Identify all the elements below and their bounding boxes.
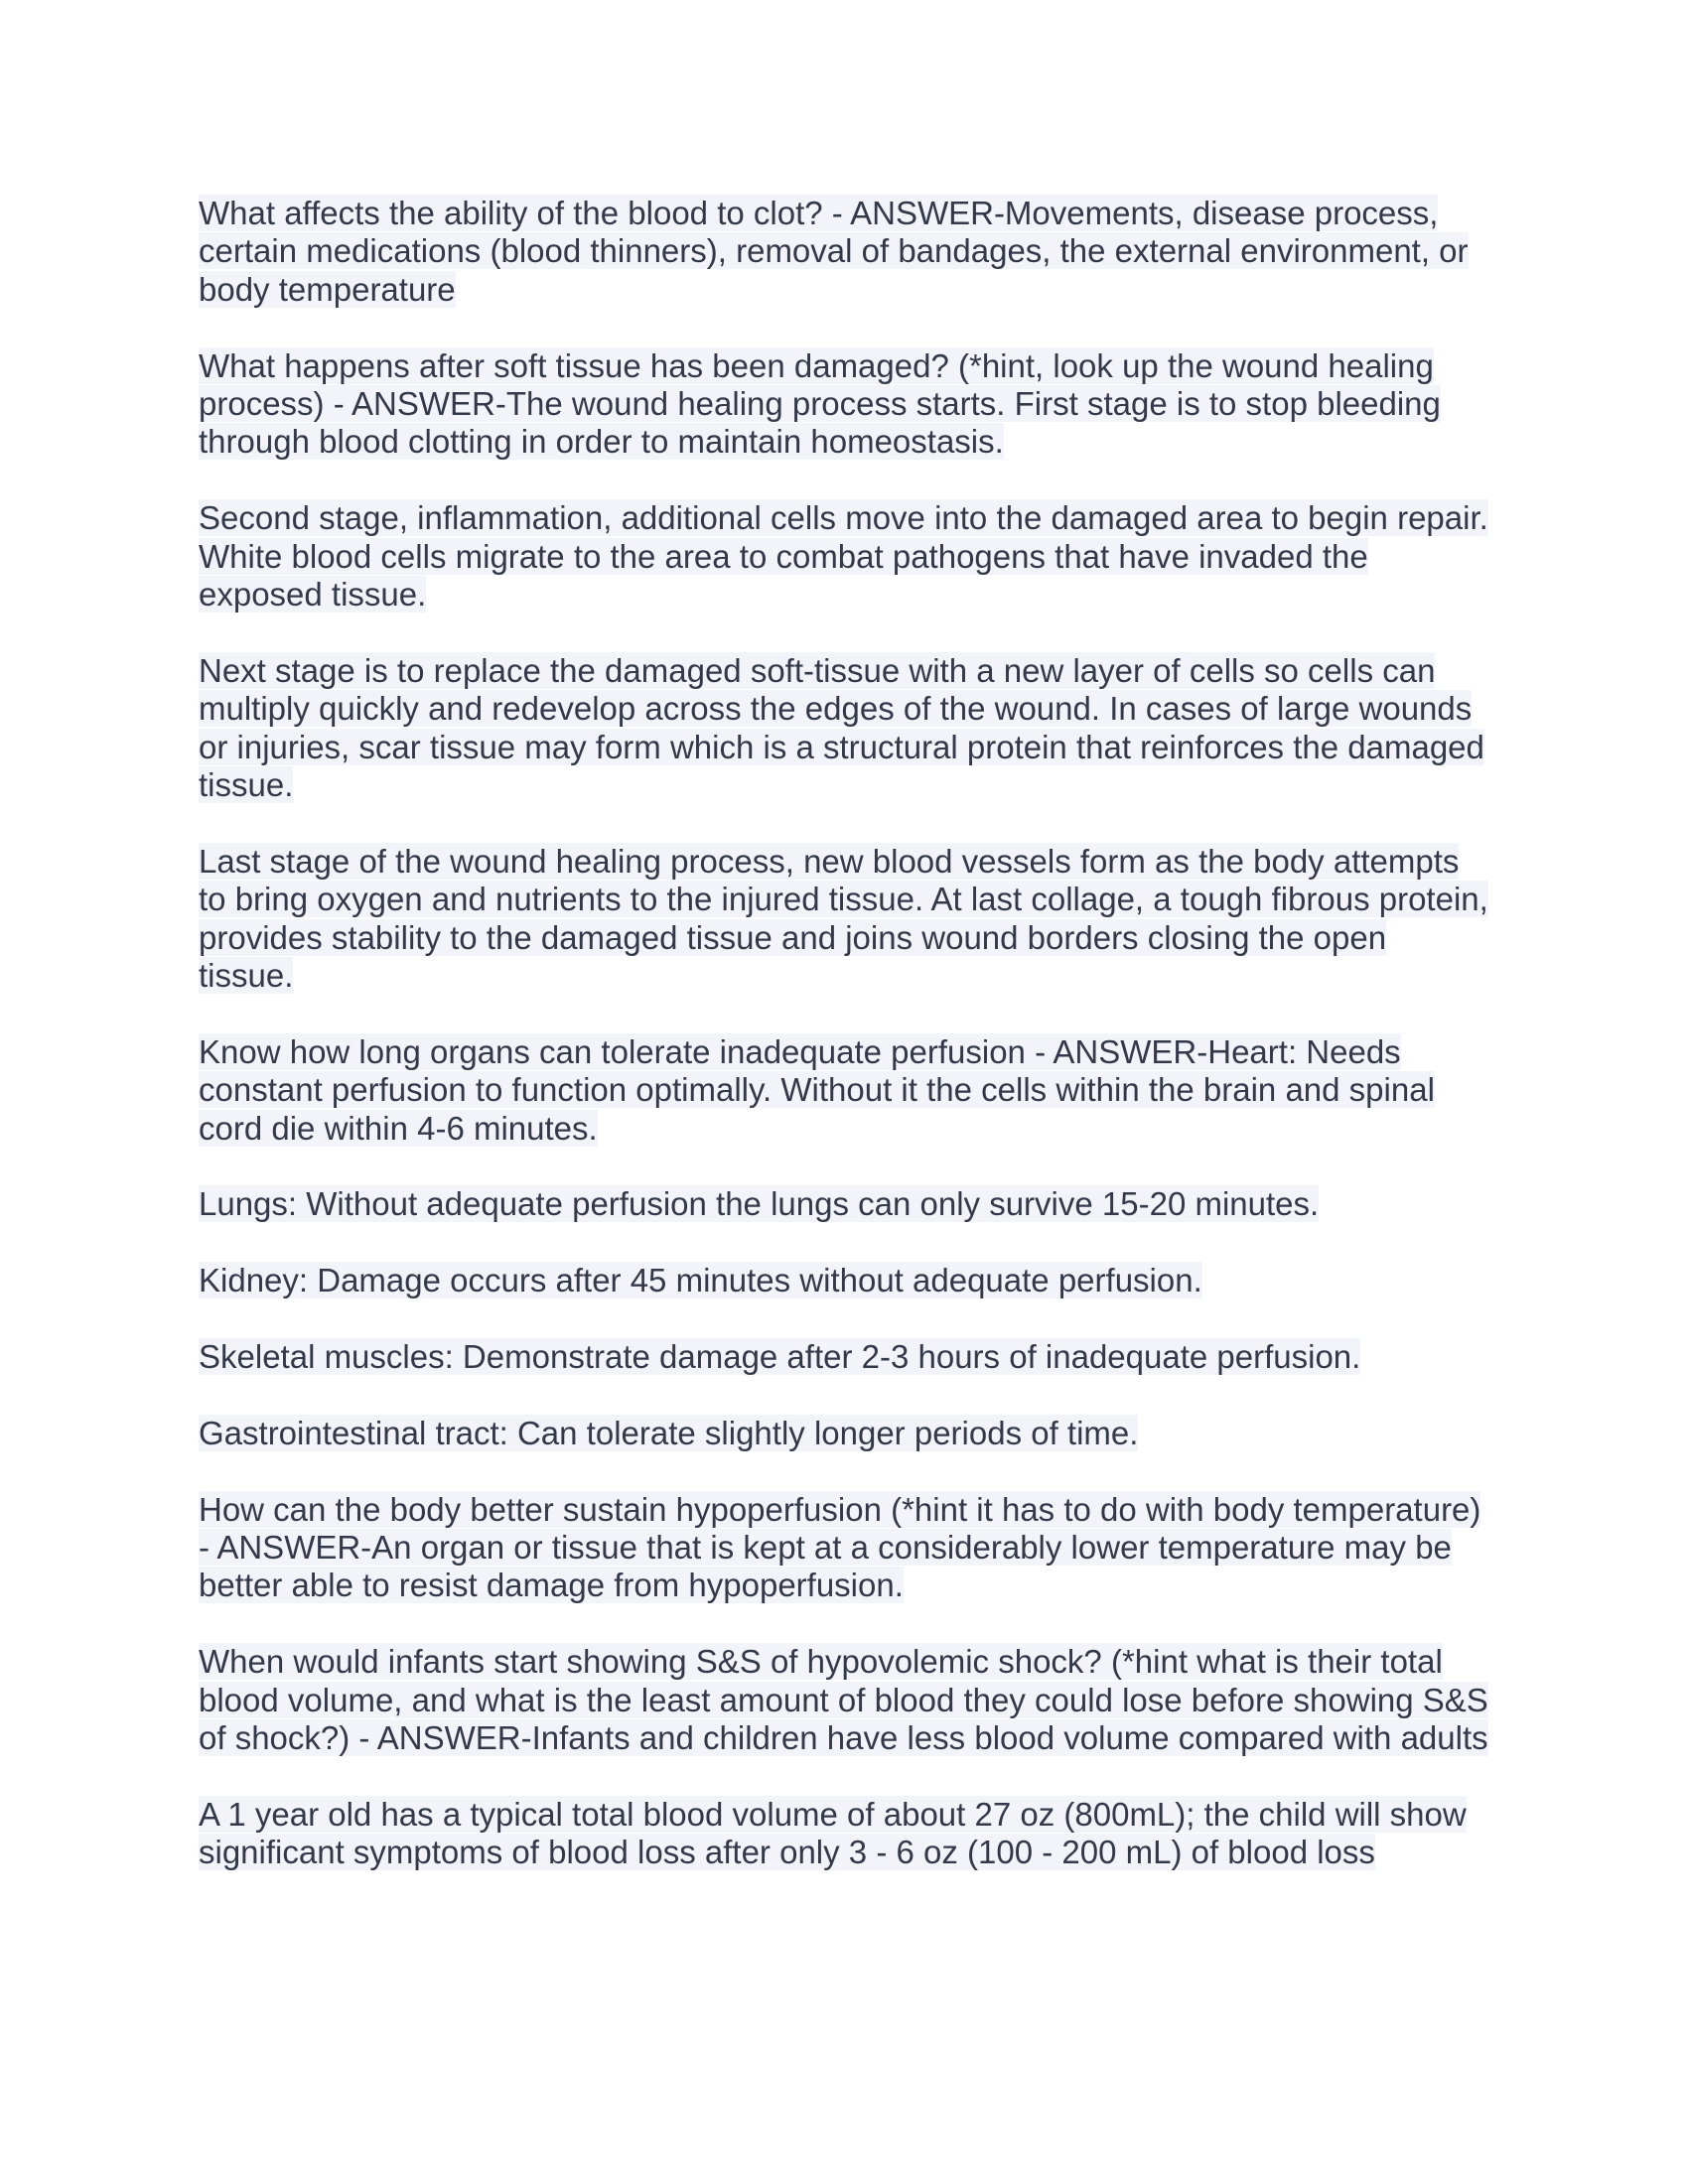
document-page xyxy=(199,195,1489,1910)
paragraph-text: A 1 year old has a typical total blood volume of about 27 oz (800mL); the child will show significant symptoms of blood loss after only 3 - 6 oz (100 - 200 mL) of blood loss xyxy=(199,1795,1467,1871)
paragraph-lungs xyxy=(199,1185,1489,1223)
paragraph-text: What affects the ability of the blood to clot? - ANSWER-Movements, disease process, certain medications (blood thinners), removal of bandages, the external environment, or body temperature xyxy=(199,195,1469,308)
paragraph-gastrointestinal xyxy=(199,1415,1489,1452)
paragraph-organ-perfusion xyxy=(199,1033,1489,1148)
paragraph-text: Lungs: Without adequate perfusion the lungs can only survive 15-20 minutes. xyxy=(199,1185,1320,1223)
paragraph-kidney xyxy=(199,1262,1489,1299)
paragraph-infant-shock xyxy=(199,1643,1489,1757)
paragraph-text: Gastrointestinal tract: Can tolerate slightly longer periods of time. xyxy=(199,1414,1139,1451)
paragraph-blood-clotting xyxy=(199,195,1489,309)
paragraph-text: Next stage is to replace the damaged soft-tissue with a new layer of cells so cells can multiply quickly and redevelop across the edges of the wound. In cases of large wounds or injuries, scar tissue may form which is a structural protein that reinforces the damaged tissue. xyxy=(199,651,1484,804)
paragraph-replacement-stage xyxy=(199,652,1489,805)
paragraph-blood-volume xyxy=(199,1796,1489,1872)
paragraph-text: Skeletal muscles: Demonstrate damage after 2-3 hours of inadequate perfusion. xyxy=(199,1338,1361,1376)
paragraph-text: What happens after soft tissue has been damaged? (*hint, look up the wound healing process) - ANSWER-The wound healing process starts. First stage is to stop bleeding through blood clotting in order to maintain homeostasis. xyxy=(199,346,1441,461)
paragraph-skeletal-muscles xyxy=(199,1338,1489,1376)
paragraph-text: When would infants start showing S&S of hypovolemic shock? (*hint what is their total blood volume, and what is the least amount of blood they could lose before showing S&S of shock?) - ANSWER-Infants and children have less blood volume compared with adults xyxy=(199,1643,1488,1757)
paragraph-text: How can the body better sustain hypoperfusion (*hint it has to do with body temperature) - ANSWER-An organ or tissue that is kept at a considerably lower temperature may be better able to resist damage from hypoperfusion. xyxy=(199,1490,1481,1604)
paragraph-soft-tissue-damage xyxy=(199,347,1489,462)
paragraph-hypoperfusion xyxy=(199,1491,1489,1605)
paragraph-inflammation-stage xyxy=(199,499,1489,614)
paragraph-text: Second stage, inflammation, additional cells move into the damaged area to begin repair. White blood cells migrate to the area to combat pathogens that have invaded the exposed tissue. xyxy=(199,499,1488,614)
paragraph-text: Know how long organs can tolerate inadequate perfusion - ANSWER-Heart: Needs constant perfusion to function optimally. Without it the cells within the brain and spinal cord die within 4-6 minutes. xyxy=(199,1032,1435,1147)
paragraph-text: Last stage of the wound healing process, new blood vessels form as the body attempts to bring oxygen and nutrients to the injured tissue. At last collage, a tough fibrous protein, provides stability to the damaged tissue and joins wound borders closing the open tissue. xyxy=(199,842,1488,995)
paragraph-text: Kidney: Damage occurs after 45 minutes without adequate perfusion. xyxy=(199,1262,1202,1299)
paragraph-last-stage xyxy=(199,843,1489,996)
